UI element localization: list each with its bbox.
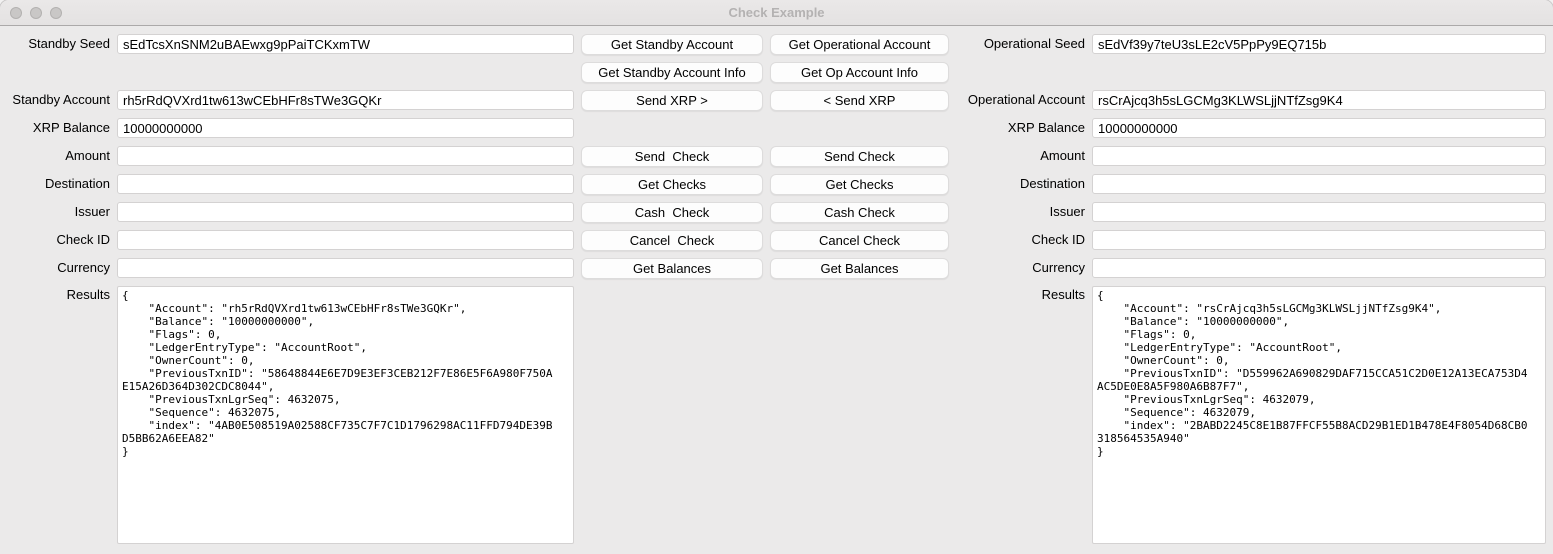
operational-seed-input[interactable] (1092, 34, 1546, 54)
standby-xrp-balance-input[interactable] (117, 118, 574, 138)
operational-amount-input[interactable] (1092, 146, 1546, 166)
operational-results-label: Results (1041, 287, 1085, 302)
standby-get-balances-button[interactable]: Get Balances (581, 258, 763, 279)
standby-cancel-check-button[interactable]: Cancel Check (581, 230, 763, 251)
standby-get-checks-button[interactable]: Get Checks (581, 174, 763, 195)
operational-seed-label: Operational Seed (983, 36, 1085, 51)
get-operational-account-button[interactable]: Get Operational Account (770, 34, 949, 55)
operational-cancel-check-button[interactable]: Cancel Check (770, 230, 949, 251)
operational-results-textarea[interactable] (1092, 286, 1546, 544)
main-content (0, 26, 1553, 551)
standby-send-check-button[interactable]: Send Check (581, 146, 763, 167)
operational-currency-label: Currency (1032, 260, 1085, 275)
standby-seed-input[interactable] (117, 34, 574, 54)
standby-results-label: Results (66, 287, 110, 302)
standby-cash-check-button[interactable]: Cash Check (581, 202, 763, 223)
operational-destination-input[interactable] (1092, 174, 1546, 194)
window-title: Check Example (728, 5, 825, 20)
operational-xrp-balance-label: XRP Balance (1007, 120, 1085, 135)
operational-issuer-input[interactable] (1092, 202, 1546, 222)
operational-check-id-label: Check ID (1031, 232, 1085, 247)
titlebar (0, 0, 1553, 26)
get-standby-account-button[interactable]: Get Standby Account (581, 34, 763, 55)
standby-amount-label: Amount (65, 148, 110, 163)
standby-seed-label: Standby Seed (28, 36, 110, 51)
operational-amount-label: Amount (1040, 148, 1085, 163)
standby-results-textarea[interactable] (117, 286, 574, 544)
operational-account-input[interactable] (1092, 90, 1546, 110)
operational-currency-input[interactable] (1092, 258, 1546, 278)
standby-destination-input[interactable] (117, 174, 574, 194)
send-xrp-left-button[interactable]: < Send XRP (770, 90, 949, 111)
standby-check-id-input[interactable] (117, 230, 574, 250)
operational-issuer-label: Issuer (1049, 204, 1085, 219)
form-grid (7, 34, 1546, 544)
standby-xrp-balance-label: XRP Balance (32, 120, 110, 135)
send-xrp-right-button[interactable]: Send XRP > (581, 90, 763, 111)
standby-account-input[interactable] (117, 90, 574, 110)
standby-currency-label: Currency (57, 260, 110, 275)
operational-send-check-button[interactable]: Send Check (770, 146, 949, 167)
get-standby-account-info-button[interactable]: Get Standby Account Info (581, 62, 763, 83)
operational-xrp-balance-input[interactable] (1092, 118, 1546, 138)
operational-account-label: Operational Account (967, 92, 1085, 107)
standby-check-id-label: Check ID (56, 232, 110, 247)
operational-destination-label: Destination (1019, 176, 1085, 191)
operational-check-id-input[interactable] (1092, 230, 1546, 250)
operational-get-balances-button[interactable]: Get Balances (770, 258, 949, 279)
standby-account-label: Standby Account (12, 92, 110, 107)
operational-cash-check-button[interactable]: Cash Check (770, 202, 949, 223)
operational-get-checks-button[interactable]: Get Checks (770, 174, 949, 195)
standby-issuer-input[interactable] (117, 202, 574, 222)
standby-destination-label: Destination (44, 176, 110, 191)
standby-amount-input[interactable] (117, 146, 574, 166)
standby-issuer-label: Issuer (74, 204, 110, 219)
get-op-account-info-button[interactable]: Get Op Account Info (770, 62, 949, 83)
standby-currency-input[interactable] (117, 258, 574, 278)
